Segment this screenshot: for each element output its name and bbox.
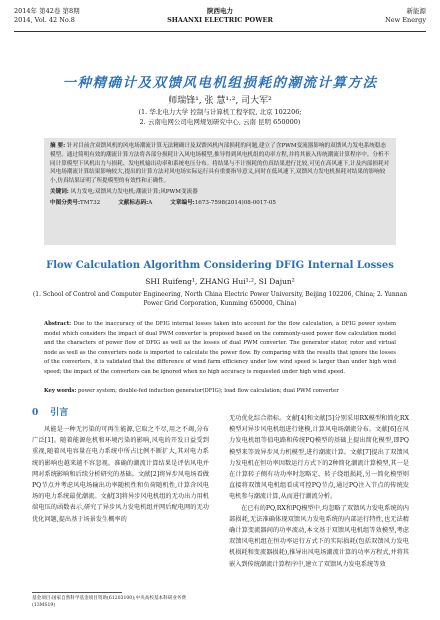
classification-row <box>50 199 390 208</box>
abstract-box-cn <box>44 138 396 245</box>
doc-code-label: 文献标志码: <box>118 199 149 206</box>
footnote-divider <box>32 592 122 593</box>
section-title: 引言 <box>50 408 69 418</box>
issue-en: 2014, Vol. 42 No.8 <box>14 16 75 24</box>
section-number: 0 <box>32 408 39 418</box>
keywords-cn <box>50 188 390 197</box>
header-center <box>14 7 426 25</box>
body-column-left <box>32 404 209 525</box>
affiliations-cn <box>0 108 440 127</box>
article-no-value: 1673-7598(2014)08-0017-05 <box>194 199 276 206</box>
section-heading <box>32 404 209 422</box>
clc-label: 中图分类号: <box>50 199 81 206</box>
abstract-label-cn: 摘 要: <box>50 143 66 149</box>
section-en: New Energy <box>385 16 426 24</box>
journal-name-en: SHAANXI ELECTRIC POWER <box>167 16 273 24</box>
section-cn: 新能源 <box>406 7 426 15</box>
issue-cn: 2014年 第42卷 第8期 <box>14 7 80 15</box>
affiliation-en: (1. School of Control and Computer Engineering, North China Electric Power University, Beijing 102206, China; 2. Yunnan Power Grid Corporation, Kunming 650000, China) <box>32 291 408 307</box>
header-right <box>385 7 426 25</box>
abstract-text-en: Due to the inaccuracy of the DFIG internal losses taken into account for the flow calculation, a DFIG power system model which considers the impact of dual PWM converter is proposed based on the commonly-used power flow calculation model and the characters of power flow of DFIG as well as the losses of dual PWM converter. The generator stator, rotor and virtual node as well as the converters node is imported to calculate the power flow. By comparing with the results that ignore the losses of the converters, it is validated that the difference of wind farm efficiency under low wind speed is larger than under high wind speed; the impact of the converters can be ignored when no high accuracy is requested under high wind speed. <box>44 321 396 375</box>
journal-header <box>14 5 426 32</box>
article-no-field <box>170 199 276 208</box>
abstract-en <box>44 320 396 378</box>
keywords-text-en: power system; double-fed induction generator(DFIG); load flow calculation; dual PWM converter <box>78 388 339 394</box>
article-no-label: 文章编号: <box>170 199 195 206</box>
body-column-right <box>229 413 409 570</box>
affiliation-cn-2: 2. 云南电网公司电网规划研究中心, 云南 昆明 650000) <box>139 117 301 126</box>
abstract-text-cn: 针对目前含双馈风机的风电场潮流计算无法精确计及双馈风机内部损耗的问题,建立了含PWM变流器影响的双馈风力发电系统稳态模型。通过简明有效的潮流计算方法将各部分损耗计入风电场模型,推导得到风电机组的功率方程,并将其嵌入传统潮流计算程序中。分析不同计算模型下风机出力与损耗、发电机输出功率和系统电压分布。将结果与不计损耗的仿真结果进行比较,可见在高风速下,计及内部损耗对风电场潮流计算结果影响较大,提出的计算方法对风电场实际运行具有重要指导意义,同时在低风速下,双馈风力发电机损耗对结果的影响较小,仿真结果证明了所提模型的有效性和正确性。 <box>50 143 390 185</box>
authors-en: SHI Ruifeng¹, ZHANG Hui¹·², SI Dajun² <box>145 277 295 286</box>
keywords-label-cn: 关键词: <box>50 188 69 195</box>
clc-field <box>50 199 100 208</box>
keywords-label-en: Key words: <box>44 388 77 394</box>
abstract-cn <box>50 142 390 186</box>
intro-paragraph-2: 在已有的PQ,RX和PQ模型中,均忽略了双馈风力发电系统的内部损耗,无法准确体现双馈风力发电系统的内部运行特性,也无法精确计算变流器间的功率流动,本文基于双馈风电机组等效模型,考虑双馈风电机组在恒功率运行方式下的实际损耗(包括双馈风力发电机损耗和变流器损耗),推导出风电场潮流计算的功率方程式,并将其嵌入到传统潮流计算程序中,建立了双馈风力发电系统等效 <box>229 504 409 568</box>
paper-title-cn: 一种精确计及双馈风电机组损耗的潮流计算方法 <box>62 75 378 91</box>
journal-name-cn: 陕西电力 <box>207 7 233 15</box>
keywords-text-cn: 风力发电;双馈风力发电机;潮流计算;风PWM变流器 <box>70 188 198 195</box>
doc-code-value: A <box>148 199 153 206</box>
doc-code-field <box>118 199 152 208</box>
keywords-en <box>44 387 396 395</box>
funding-footnote: 基金项目:国家自然科学基金项目资助(61203100);中央高校基本科研业务费(13MS19) <box>32 596 187 608</box>
authors-cn: 师瑞锋¹, 张 慧¹·², 司大军² <box>168 96 272 106</box>
clc-value: TM732 <box>80 199 101 206</box>
abstract-label-en: Abstract: <box>44 321 72 327</box>
intro-paragraph-1-cont: 无功优化综合指标。文献[4]和文献[5]分别采用RX模型和简化RX模型对异步风电机组进行建模,计算风电场潮流分布。文献[6]在风力发电机组等值电路和传统PQ模型的基础上提出简化模型,即PQ模型来等效异步风力机模型,进行潮流计算。文献[7]提出了双馈风力发电机在恒功率因数运行方式下的2种简化潮流计算模型,其一是在计算转子侧有功功率时忽略定、转子绕组损耗,另一简化模型则直接将双馈风电机组看成可控PQ节点,通过PQ注入节点的传统发电机参与潮流计算,从而进行潮流分析。 <box>229 415 409 501</box>
intro-paragraph-1: 风能是一种无污染的可再生能源,它取之不尽,用之不竭,分布广泛[1]。随着能源危机和环境污染的影响,风电的开发日益受到重视,随着风电容量在电力系统中所占比例不断扩大,其对电力系统的影响也越来越不容忽视。准确的潮流计算结果是评估风电并网对系统影响和后续分析研究的基础。文献[2]将异步风电场看做PQ节点并考虑风电场输出功率随机性和负荷随机性,计算含风电场的电力系统最优潮流。文献[3]将异步风电机组的无功出力用机端电压的函数表示,研究了异步风力发电机组并网后配电网的无功优化问题,提出基于场景发生概率的 <box>32 426 209 523</box>
affiliation-cn-1: (1. 华北电力大学 控制与计算机工程学院, 北京 102206; <box>138 108 302 116</box>
paper-title-en: Flow Calculation Algorithm Considering DFIG Internal Losses <box>46 260 394 271</box>
